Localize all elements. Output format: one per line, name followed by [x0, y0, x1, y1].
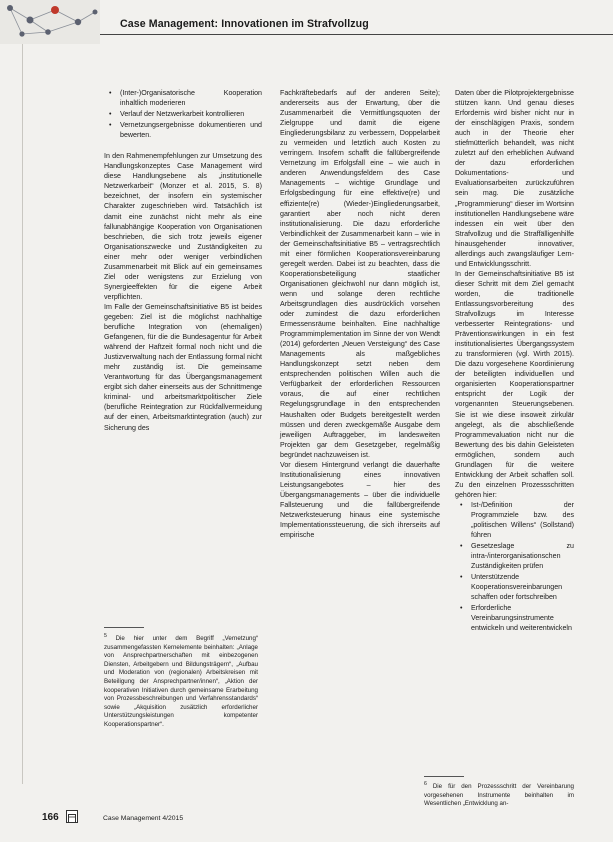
- header-title: Case Management: Innovationen im Strafvollzug: [120, 18, 369, 30]
- text-column-3: [455, 88, 574, 635]
- list-item: • Gesetzeslage zu intra-/interorganisationschen Zuständigkeiten prüfen: [471, 541, 574, 571]
- footnote-number: 6: [424, 781, 427, 787]
- list-item: • Verlauf der Netzwerkarbeit kontrollieren: [120, 109, 262, 119]
- text-column-1: [104, 88, 262, 433]
- header-divider: [100, 34, 613, 35]
- list-item: • Vernetzungsergebnisse dokumentieren und bewerten.: [120, 120, 262, 140]
- paragraph: In den Rahmenempfehlungen zur Umsetzung des Handlungskonzeptes Case Management wird diese Handlungsebene als „institutionelle Netzwerkarbeit“ (Monzer et al. 2015, S. 8) bezeichnet, der insofern ein systemischer Charakter zugeschrieben wird. Tatsächlich ist damit eine zunächst nicht mehr als eine fallunabhängige Kooperation von Organisationen beschrieben, die sich trotz jeweils eigener Organisationszwecke und Zuständigkeiten zu einer mehr oder weniger verbindlichen Zusammenarbeit mit Blick auf ein gemeinsames Ziel oder wenigstens zur Erzielung von Synergieeffekten für die eigene Arbeit verpflichten.: [104, 152, 262, 301]
- bullet-list-2: [455, 500, 574, 634]
- paragraph: Daten über die Pilotprojektergebnisse stützen kann. Und genau dieses Erfordernis wird bisher nicht nur in der einschlägigen Praxis, sondern auch in der Theorie eher stiefmütterlich behandelt, was nicht zuletzt auf den erheblichen Aufwand der dazu erforderlichen Dokumentations- und Evaluationsarbeiten zurückzuführen sein mag. Die zusätzliche „Programmierung“ dieser im Wortsinn institutionellen Handlungsebene wäre indessen ein weit über den Strafvollzug und die Straffälligenhilfe hinausgehender innovativer, allerdings auch zwangsläufiger Lern- und Entwicklungsschritt.: [455, 89, 574, 268]
- page-gutter-shadow: [22, 44, 23, 784]
- footnote-1: [104, 632, 258, 730]
- list-item: • Unterstützende Kooperationsvereinbarungen schaffen oder fortschreiben: [471, 572, 574, 602]
- paragraph: Im Falle der Gemeinschaftsinitiative B5 ist beides gegeben: Ziel ist die möglichst nachhaltige berufliche Integration von (ehemaligen) Gefangenen, für die die Bundesagentur für Arbeit während der Haftzeit formal noch nicht und die Justizverwaltung nach der Entlassung formal nicht mehr zuständig ist. Die gemeinsame Verantwortung für das Übergangsmanagement ergibt sich daher einerseits aus der Schnittmenge kriminal- und arbeitsmarktpolitischer Ziele (berufliche Reintegration zur Rückfallvermeidung auf der einen, Arbeitsmarktintegration (auch) zur Sicherung des: [104, 302, 262, 432]
- journal-logo-icon: [66, 810, 78, 823]
- paragraph: In der Gemeinschaftsinitiative B5 ist dieser Schritt mit dem Ziel gemacht worden, die traditionelle Entlassungsvorbereitung des Strafvollzugs im Interesse verbesserter Reintegrations- und Präventionswirkungen in ein fest institutionalisiertes Übergangssystem zu transformieren (vgl. Wirth 2015). Die dazu vorgesehene Koordinierung der beteiligten individuellen und organisierten Kooperationspartner entspricht der Logik der vorgenannten Steuerungsebenen. Sie ist wie diese insoweit zirkulär angelegt, als die abschließende Programmevaluation nicht nur die Bewertung des bis dahin Geleisteten ermöglichen, sondern auch Grundlagen für die weitere Entwicklung der Arbeit schaffen soll. Zu den einzelnen Prozessschritten gehören hier:: [455, 269, 574, 499]
- paragraph: Vor diesem Hintergrund verlangt die dauerhafte Institutionalisierung eines innovativen Leistungsangebotes – hier des Übergangsmanagements – über die individuelle Fallsteuerung und die fallübergreifende Netzwerksteuerung hinaus eine systemische Implementationssteuerung, die sich ihrerseits auf empirische: [280, 460, 440, 540]
- paragraph: Fachkräftebedarfs auf der anderen Seite); andererseits aus der Erwartung, über die Zusammenarbeit die Vermittlungsquoten der Zielgruppe und damit die eigene Eingliederungsbilanz zu verbessern, Doppelarbeit zu vermeiden und letztlich auch Kosten zu verringern. Insofern schafft die fallübergreifende Vernetzung im Erfolgsfall eine – wie auch in anderen Anwendungsfeldern des Case Managements – wichtige Grundlage und Erfolgsbedingung für eine effektive(re) und effiziente(re) (Wieder-)Eingliederungsarbeit, garantiert aber noch nicht deren institutionalisierung. Die dazu erforderliche Verbindlichkeit der Zusammenarbeit kann – wie in der Gemeinschaftsinitiative B5 – vertragsrechtlich mit einer förmlichen Kooperationsvereinbarung geregelt werden. Dabei ist zu beachten, dass die Kooperationsbeteiligung staatlicher Organisationen gleichwohl nur dann möglich ist, wenn und solange deren rechtliche Arbeitsgrundlagen dies ausdrücklich vorsehen oder zumindest die dazu erforderlichen Ermessensräume beinhalten. Eine nachhaltige Programmimplementation im Sinne der von Wendt (2014) geforderten „Neuen Versteigung“ des Case Managements als maßgebliches Handlungskonzept setzt neben dem entsprechenden politischen Willen auch die Verfügbarkeit der erforderlichen Ressourcen voraus, die auf einer rechtlichen Regelungsgrundlage in den entsprechenden Haushalten oder Budgets bereitgestellt werden müssen und deren zweckgemäße Ausgabe dem jeweiligen Auftraggeber, im landesweiten Projekten gar dem Gesetzgeber, regelmäßig begründet nachzuweisen ist.: [280, 89, 440, 459]
- footnote-text: Die für den Prozessschritt der Vereinbarung vorgesehenen Instrumente beinhalten im Wesentlichen „Entwicklung an-: [424, 783, 574, 808]
- page-number: 166: [42, 812, 59, 823]
- list-item: • (Inter-)Organisatorische Kooperation inhaltlich moderieren: [120, 88, 262, 108]
- running-header: [0, 0, 613, 44]
- journal-reference: Case Management 4/2015: [103, 815, 184, 822]
- list-item: • Erforderliche Vereinbarungsinstrumente entwickeln und weiterentwickeln: [471, 603, 574, 633]
- footnote-divider: [104, 627, 144, 628]
- footnote-text: Die hier unter dem Begriff „Vernetzung“ zusammengefassten Kernelemente beinhalten: „Anlage von Ansprechpartnerschaften mit einbezogenen Diensten, Arbeitgebern und Bildungsträgern“, „Aufbau und Moderation von (regionalen) Arbeitskreisen mit Beteiligung der Ansprechpartner/innen“, „Aktion der kooperativen Initiativen durch gemeinsame Erarbeitung von Prozessbeschreibungen und Verfahrensstandards“ sowie „Akquisition zusätzlich erforderlicher Unterstützungsleistungen kompetenter Kooperationspartner“.: [104, 635, 258, 728]
- text-column-2: [280, 88, 440, 540]
- footnote-divider: [424, 776, 464, 777]
- footnote-2: [424, 780, 574, 809]
- network-logo-icon: [0, 0, 100, 44]
- bullet-list-1: [104, 88, 262, 140]
- footnote-number: 5: [104, 633, 107, 639]
- list-item: • Ist-/Definition der Programmziele bzw. des „politischen Willens“ (Sollstand) führen: [471, 500, 574, 540]
